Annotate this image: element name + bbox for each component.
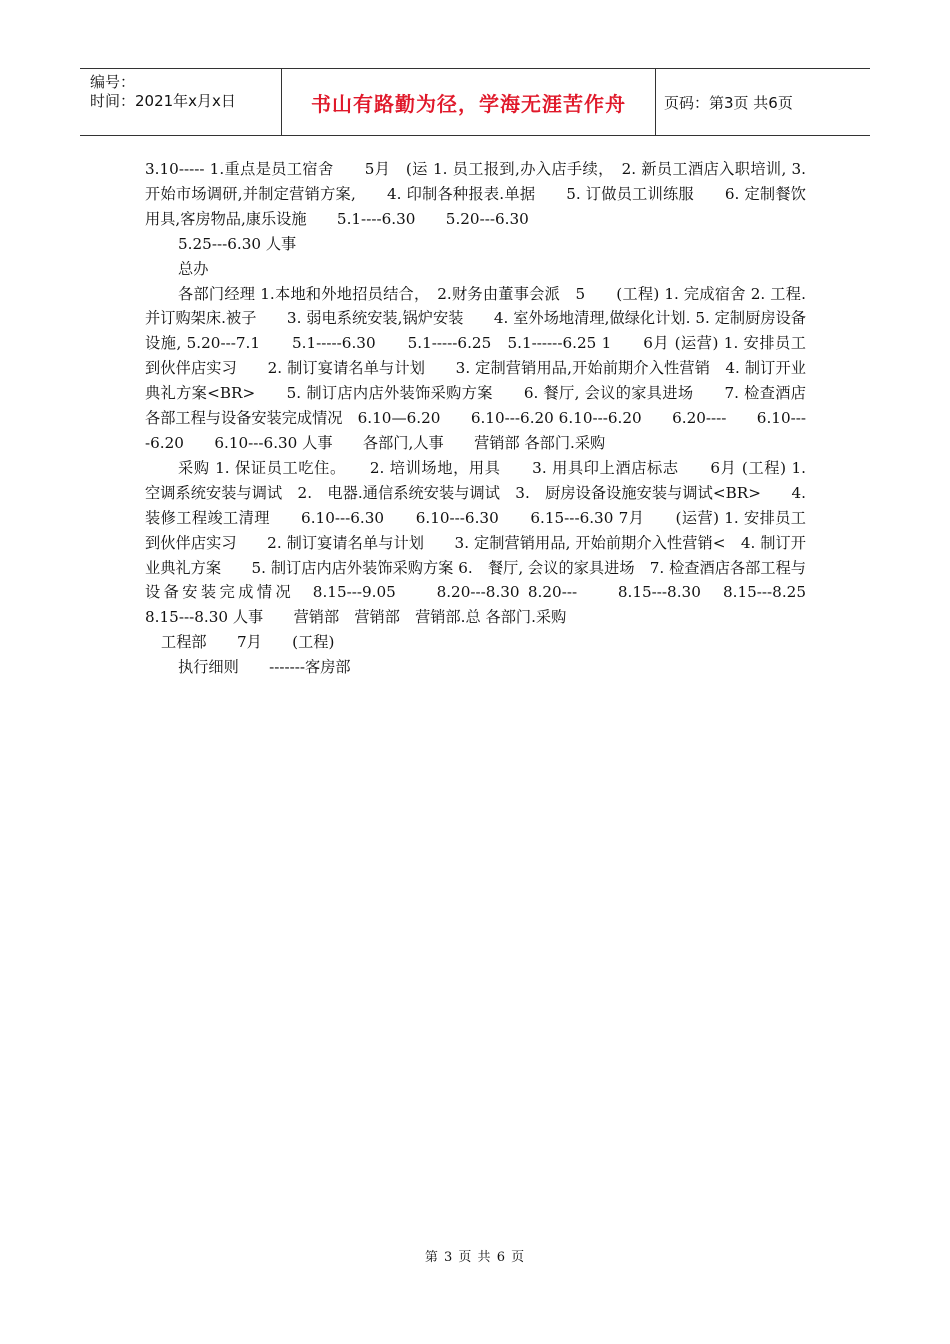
- body-paragraph: 执行细则 -------客房部: [178, 658, 351, 677]
- body-paragraph: 工程部 7月 (工程): [161, 633, 335, 652]
- document-header: [80, 68, 870, 136]
- header-meta: [80, 69, 282, 135]
- body-paragraph: 采购 1. 保证员工吃住。 2. 培训场地，用具 3. 用具印上酒店标志 6月 (工程) 1. 空调系统安装与调试 2. 电器.通信系统安装与调试 3. 厨房设备设施安装与调试<BR> 4. 装修工程竣工清理 6.10---6.30 6.10---6.30 6.15---6.30 7月 (运营) 1. 安排员工到伙伴店实习 2. 制订宴请名单与计划 3. 定制营销用品, 开始前期介入性营销< 4. 制订开业典礼方案 5. 制订店内店外装饰采购方案 6. 餐厅, 会议的家具进场 7. 检查酒店各部工程与设备安装完成情况 8.15---9.05 8.20---8.30 8.20--- 8.15---8.30 8.15---8.25 8.15---8.30 人事 营销部 营销部 营销部.总 各部门.采购: [145, 458, 837, 627]
- header-motto-cell: [282, 69, 656, 135]
- header-page-info: 页码：第3页 共6页: [664, 93, 793, 112]
- page-footer: 第 3 页 共 6 页: [424, 1250, 526, 1265]
- body-paragraph: 各部门经理 1.本地和外地招员结合， 2.财务由董事会派 5 (工程) 1. 完成宿舍 2. 工程.并订购架床.被子 3. 弱电系统安装,锅炉安装 4. 室外场地清理,做绿化计划. 5. 定制厨房设备设施, 5.20---7.1 5.1-----6.30 5.1-----6.25 5.1------6.25 1 6月 (运营) 1. 安排员工到伙伴店实习 2. 制订宴请名单与计划 3. 定制营销用品,开始前期介入性营销 4. 制订开业典礼方案<BR> 5. 制订店内店外装饰采购方案 6. 餐厅, 会议的家具进场 7. 检查酒店各部工程与设备安装完成情况 6.10—6.20 6.10---6.20 6.10---6.20 6.20---- 6.10----6.20 6.10---6.30 人事 各部门,人事 营销部 各部门.采购: [145, 284, 807, 452]
- document-body: [145, 157, 837, 680]
- header-motto: 书山有路勤为径，学海无涯苦作舟: [311, 91, 626, 116]
- body-paragraph: 5.25---6.30 人事: [178, 234, 297, 253]
- code-label: 编号：: [90, 73, 136, 91]
- header-page-info-cell: [656, 69, 870, 135]
- body-paragraph: 总办: [178, 259, 209, 278]
- time-label: 时间：2021年x月x日: [90, 92, 236, 110]
- body-paragraph: 3.10----- 1.重点是员工宿舍 5月 (运 1. 员工报到,办入店手续， 2. 新员工酒店入职培训, 3. 开始市场调研,并制定营销方案, 4. 印制各种报表.单据 5. 订做员工训练服 6. 定制餐饮用具,客房物品,康乐设施 5.1----6.30 5.20---6.30: [145, 160, 806, 228]
